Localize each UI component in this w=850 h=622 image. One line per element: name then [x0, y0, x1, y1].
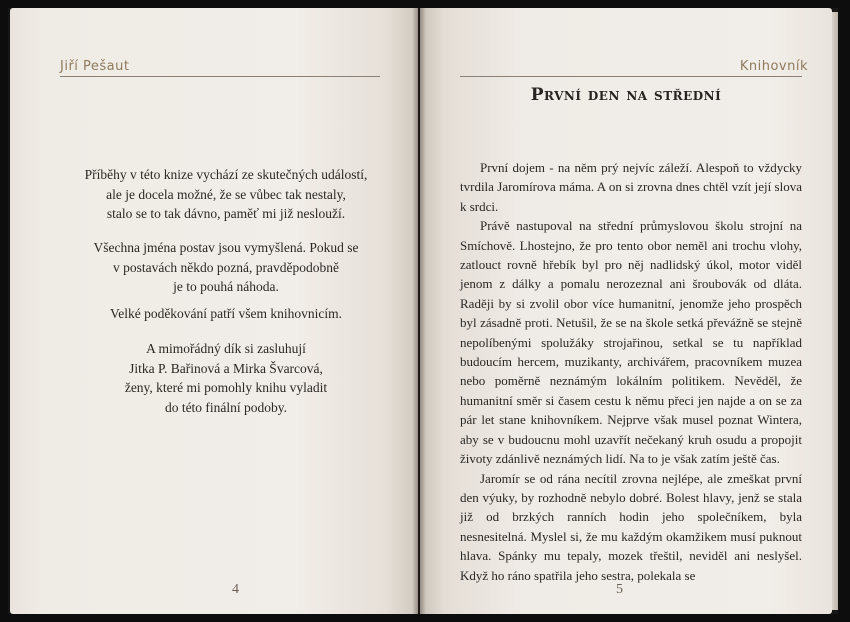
running-head-title: Knihovník — [739, 59, 808, 74]
left-page — [10, 8, 418, 614]
page-number: 5 — [616, 582, 623, 597]
running-head-author: Jiří Pešaut — [60, 59, 130, 74]
header-rule — [460, 76, 802, 77]
body-paragraph: Jaromír se od rána necítil zrovna nejlépe, ale zmeškat první den výuky, by rozhodně nebylo dobré. Bolest hlavy, jenž se stala již od brzkých ranních hodin jeho společníkem, byla nesnesitelná. Myslel si, že mu každým okamžikem musí puknout hlava. Spánky mu tepaly, mozek třeštil, neviděl ani neslyšel. Když ho ráno spatřila jeho sestra, polekala se — [460, 470, 802, 583]
text-line: ale je docela možné, že se vůbec tak nestaly, — [106, 186, 346, 202]
body-paragraph: První dojem - na něm prý nejvíc záleží. Alespoň to vždycky tvrdila Jaromírova máma. A on si zrovna dnes chtěl vzít její slova k srdci. — [460, 160, 802, 214]
text-line: stalo se to tak dávno, paměť mi již neslouží. — [106, 206, 346, 221]
chapter-title: První den na střední — [530, 85, 722, 105]
text-line: Jitka P. Bařinová a Mirka Švarcová, — [129, 360, 323, 376]
text-line: A mimořádný dík si zasluhují — [146, 341, 306, 356]
right-page — [420, 8, 832, 614]
text-line: Velké poděkování patří všem knihovnicím. — [109, 306, 343, 321]
text-line: v postavách někdo pozná, pravděpodobně — [112, 259, 340, 275]
text-line: Příběhy v této knize vychází ze skutečných událostí, — [84, 167, 368, 182]
body-paragraph: Právě nastupoval na střední průmyslovou školu strojní na Smíchově. Lhostejno, že pro tento obor neměl ani trochu vlohy, zatlouct rovně hřebík byl pro něj nadlidský úkol, motor viděl jenom z dálky a pomalu nerozeznal ani šroubovák od dláta. Raději by si zvolil obor více humanitní, jenomže jeho prospěch byl zásadně proti. Netušil, že se na škole setká převážně se stejně nepolíbenými spolužáky strojařinou, setkal se tu například budoucím hercem, muzikanty, archivářem, pracovníkem muzea nebo poměrně neznámým lokálním politikem. Nevěděl, že humanitní směr si časem cestu k němu přeci jen najde a on se za pár let stane knihovníkem. Nejprve však musel poznat Wintera, aby se v budoucnu mohl uzavřít nečekaný kruh osudu a propojit životy zdánlivě neznámých lidí. Na to je však zatím ještě čas. — [460, 218, 802, 467]
front-note-paragraph — [72, 165, 380, 224]
text-line: do této finální podoby. — [164, 399, 288, 415]
acknowledgement-line — [72, 304, 380, 324]
chapter-body — [460, 158, 802, 585]
page-edge — [832, 12, 838, 610]
front-note-paragraph — [72, 238, 380, 297]
book-gutter — [412, 8, 426, 614]
text-line: je to pouhá náhoda. — [173, 279, 279, 294]
header-rule — [60, 76, 380, 77]
text-line: Všechna jména postav jsou vymyšlená. Pokud se — [93, 240, 359, 255]
page-number: 4 — [232, 582, 239, 597]
text-line: ženy, které mi pomohly knihu vyladit — [124, 380, 328, 395]
dedication-paragraph — [72, 339, 380, 417]
book-spread — [8, 8, 838, 614]
